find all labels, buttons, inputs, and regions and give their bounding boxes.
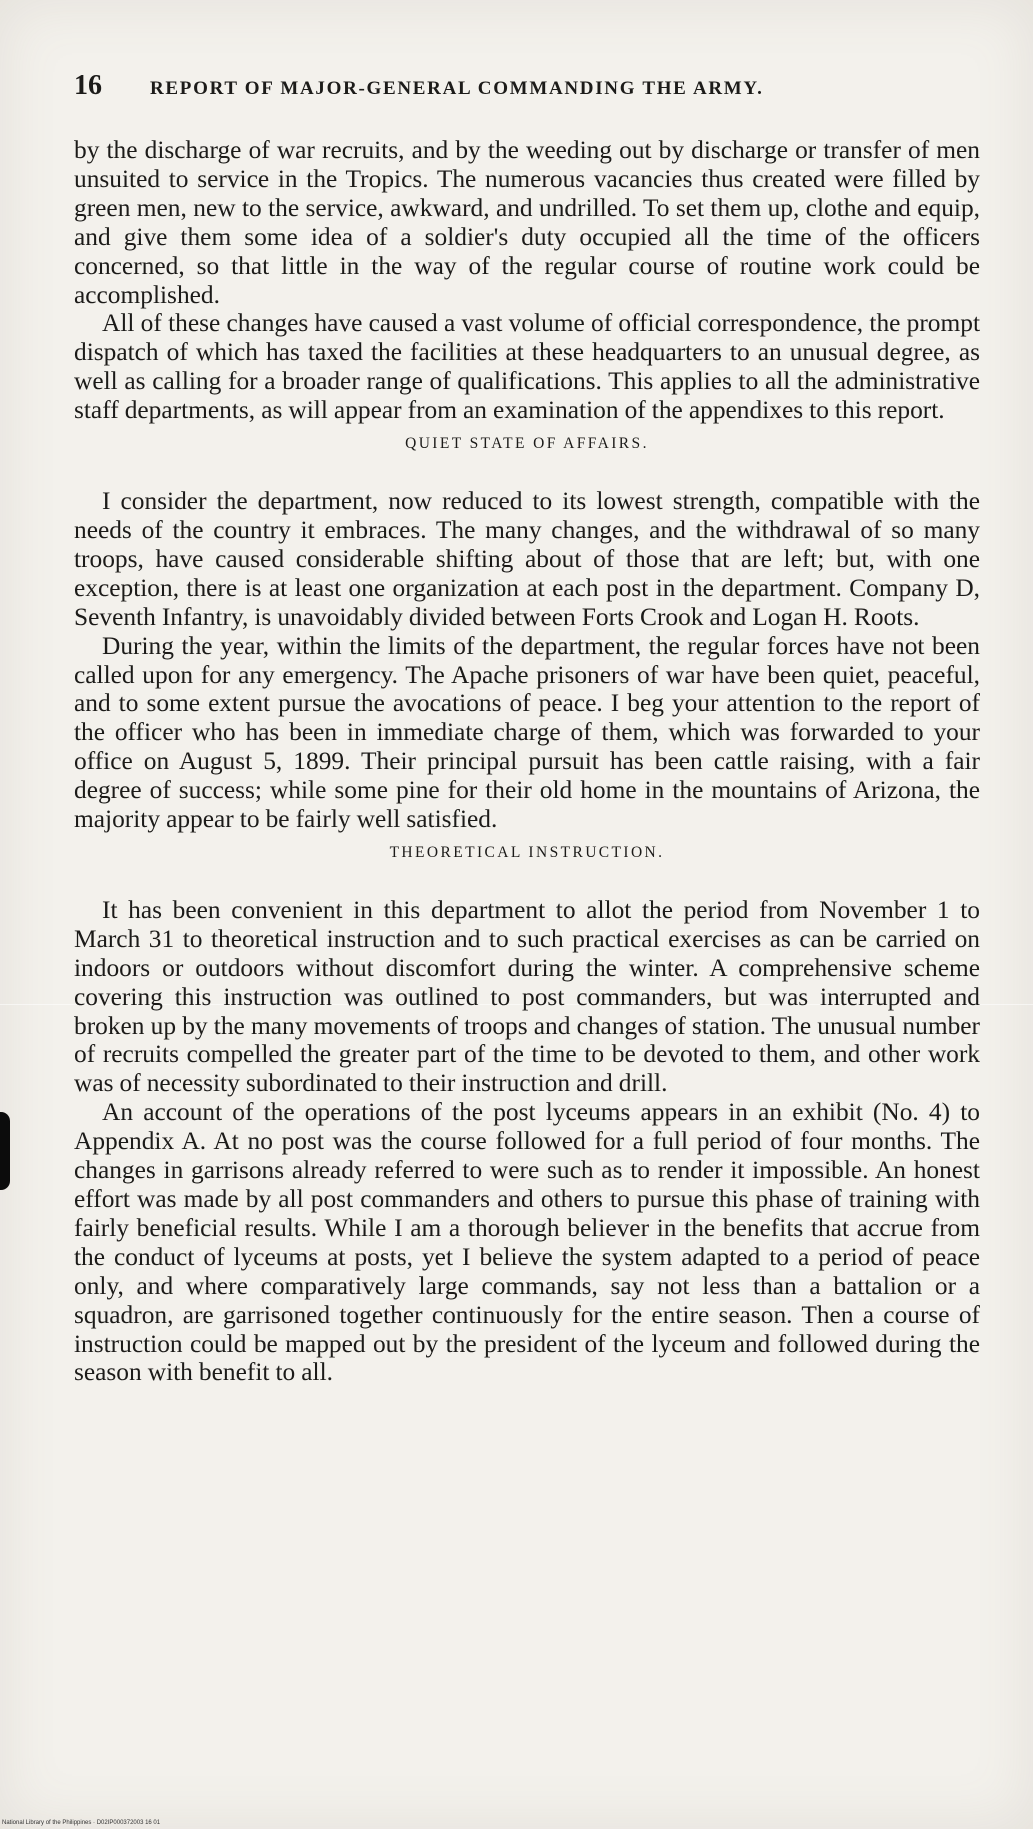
section-heading-quiet-state: QUIET STATE OF AFFAIRS. [405,435,649,453]
library-stamp: National Library of the Philippines · D02IP000372003 16 01 [2,1820,161,1826]
paragraph-theoretical-instruction: It has been convenient in this department to allot the period from November 1 to March 31 to theoretical instruction and to such practical exercises as can be carried on indoors or outdoors without discomfort during the winter. A comprehensive scheme covering this instruction was outlined to post commanders, but was interrupted and broken up by the many movements of troops and changes of station. The unusual number of recruits compelled the greater part of the time to be devoted to them, and other work was of necessity subordinated to their instruction and drill. [74,895,980,1098]
section-heading-theoretical-instruction: THEORETICAL INSTRUCTION. [389,843,665,861]
paragraph-correspondence: All of these changes have caused a vast volume of official correspondence, the prompt dispatch of which has taxed the facilities at these headquarters to an unusual degree, as well as calling for a broader range of qualifications. This applies to all the administrative staff departments, as will appear from an examination of the appendixes to this report. [74,309,980,425]
running-title: REPORT OF MAJOR-GENERAL COMMANDING THE ARMY. [150,78,764,99]
page-number: 16 [74,70,102,101]
paragraph-department-strength: I consider the department, now reduced to its lowest strength, compatible with the needs of the country it embraces. The many changes, and the withdrawal of so many troops, have caused considerable shifting about of those that are left; but, with one exception, there is at least one organization at each post in the department. Company D, Seventh Infantry, is unavoidably divided between Forts Crook and Logan H. Roots. [74,487,980,631]
binding-shadow [0,1112,10,1190]
paragraph-post-lyceums: An account of the operations of the post lyceums appears in an exhibit (No. 4) to Appendix A. At no post was the course followed for a full period of four months. The changes in garrisons already referred to were such as to render it impossible. An honest effort was made by all post commanders and others to pursue this phase of training with fairly beneficial results. While I am a thorough believer in the benefits that accrue from the conduct of lyceums at posts, yet I believe the system adapted to a period of peace only, and where comparatively large commands, say not less than a battalion or a squadron, are garrisoned together continuously for the entire season. Then a course of instruction could be mapped out by the president of the lyceum and followed during the season with benefit to all. [74,1098,980,1387]
running-head [74,70,980,118]
page-text [74,70,980,1387]
paragraph-continuation: by the discharge of war recruits, and by the weeding out by discharge or transfer of men unsuited to service in the Tropics. The numerous vacancies thus created were filled by green men, new to the service, awkward, and undrilled. To set them up, clothe and equip, and give them some idea of a soldier's duty occupied all the time of the officers concerned, so that little in the way of the regular course of routine work could be accomplished. [74,136,980,309]
paragraph-apache-prisoners: During the year, within the limits of the department, the regular forces have not been called upon for any emergency. The Apache prisoners of war have been quiet, peaceful, and to some extent pursue the avocations of peace. I beg your attention to the report of the officer who has been in immediate charge of them, which was forwarded to your office on August 5, 1899. Their principal pursuit has been cattle raising, with a fair degree of success; while some pine for their old home in the mountains of Arizona, the majority appear to be fairly well satisfied. [74,631,980,834]
